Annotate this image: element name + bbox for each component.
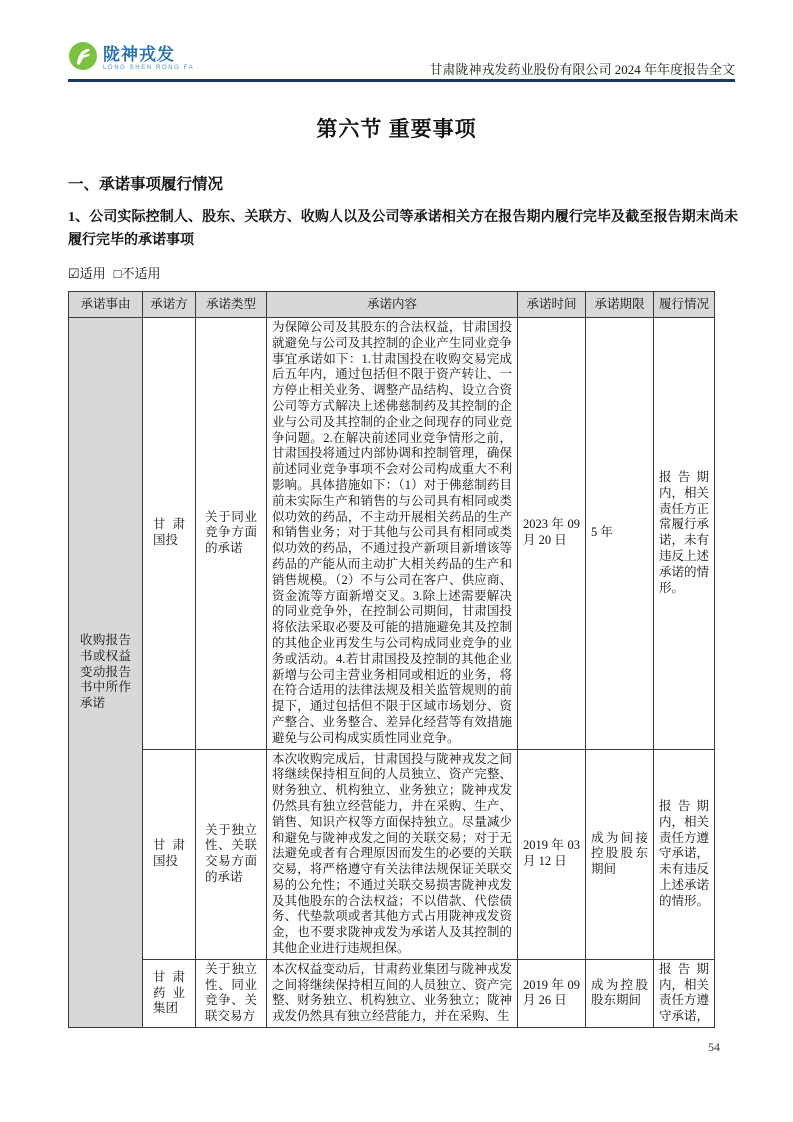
cell-date: 2019 年 03 月 12 日 <box>518 749 586 959</box>
document-title: 甘肃陇神戎发药业股份有限公司 2024 年年度报告全文 <box>429 62 735 77</box>
logo-name-en: LONG SHEN RONG FA <box>103 65 195 71</box>
company-logo <box>68 41 194 76</box>
cell-type: 关于独立性、同业竞争、关联交易方 <box>196 959 267 1027</box>
logo-icon <box>68 41 98 76</box>
logo-name-cn: 陇神戎发 <box>103 45 175 64</box>
column-header-reason: 承诺事由 <box>69 292 143 318</box>
column-header-party: 承诺方 <box>143 292 196 318</box>
column-header-type: 承诺类型 <box>196 292 267 318</box>
applicability-line <box>68 263 161 282</box>
cell-type: 关于同业竞争方面的承诺 <box>196 318 267 750</box>
subsection-heading: 1、公司实际控制人、股东、关联方、收购人以及公司等承诺相关方在报告期内履行完毕及截至报告期末尚未履行完毕的承诺事项 <box>68 210 738 248</box>
cell-term: 5 年 <box>586 318 654 750</box>
commitments-table <box>68 291 715 1028</box>
page-title: 第六节 重要事项 <box>316 117 477 141</box>
applicable-label: 适用 <box>79 266 106 281</box>
column-header-content: 承诺内容 <box>267 292 518 318</box>
logo-text <box>103 46 194 71</box>
cell-commitment-reason: 收购报告书或权益变动报告书中所作承诺 <box>69 318 143 1028</box>
column-header-date: 承诺时间 <box>518 292 586 318</box>
cell-status: 报告期内，相关责任方遵守承诺，未有违反上述承诺的情形。 <box>654 749 715 959</box>
cell-term: 成为间接控股股东期间 <box>586 749 654 959</box>
column-header-term: 承诺期限 <box>586 292 654 318</box>
cell-date: 2023 年 09 月 20 日 <box>518 318 586 750</box>
cell-party: 甘肃国投 <box>143 749 196 959</box>
cell-content: 本次收购完成后，甘肃国投与陇神戎发之间将继续保持相互间的人员独立、资产完整、财务独立、机构独立、业务独立；陇神戎发仍然具有独立经营能力，并在采购、生产、销售、知识产权等方面保持独立。尽量减少和避免与陇神戎发之间的关联交易；对于无法避免或者有合理原因而发生的必要的关联交易，将严格遵守有关法律法规保证关联交易的公允性；不通过关联交易损害陇神戎发及其他股东的合法权益；不以借款、代偿债务、代垫款项或者其他方式占用陇神戎发资金，也不要求陇神戎发为承诺人及其控制的其他企业进行违规担保。 <box>267 749 518 959</box>
cell-party: 甘肃国投 <box>143 318 196 750</box>
page-number: 54 <box>708 1040 720 1054</box>
column-header-status: 履行情况 <box>654 292 715 318</box>
checkbox-unchecked-icon: □ <box>113 266 122 281</box>
table-row <box>69 749 715 959</box>
cell-content: 为保障公司及其股东的合法权益，甘肃国投就避免与公司及其控制的企业产生同业竞争事宜承诺如下：1.甘肃国投在收购交易完成后五年内，通过包括但不限于资产转让、一方停止相关业务、调整产品结构、设立合资公司等方式解决上述佛慈制药及其控制的企业与公司及其控制的企业之间现存的同业竞争问题。2.在解决前述同业竞争情形之前，甘肃国投将通过内部协调和控制管理，确保前述同业竞争事项不会对公司构成重大不利影响。具体措施如下：（1）对于佛慈制药目前未实际生产和销售的与公司具有相同或类似功效的药品，不主动开展相关药品的生产和销售业务；对于其他与公司具有相同或类似功效的药品，不通过投产新项目新增该等药品的产能从而主动扩大相关药品的生产和销售规模。（2）不与公司在客户、供应商、资金流等方面新增交叉。3.除上述需要解决的同业竞争外，在控制公司期间，甘肃国投将依法采取必要及可能的措施避免其及控制的其他企业再发生与公司构成同业竞争的业务或活动。4.若甘肃国投及控制的其他企业新增与公司主营业务相同或相近的业务，将在符合适用的法律法规及相关监管规则的前提下，通过包括但不限于区域市场划分、资产整合、业务整合、差异化经营等有效措施避免与公司构成实质性同业竞争。 <box>267 318 518 750</box>
cell-status: 报告期内，相关责任方正常履行承诺，未有违反上述承诺的情形。 <box>654 318 715 750</box>
checkbox-checked-icon: ☑ <box>68 266 80 281</box>
page-header <box>68 42 735 82</box>
table-row <box>69 318 715 750</box>
cell-term: 成为控股股东期间 <box>586 959 654 1027</box>
cell-date: 2019 年 09 月 26 日 <box>518 959 586 1027</box>
cell-content: 本次权益变动后，甘肃药业集团与陇神戎发之间将继续保持相互间的人员独立、资产完整、财务独立、机构独立、业务独立；陇神戎发仍然具有独立经营能力，并在采购、生 <box>267 959 518 1027</box>
table-header-row <box>69 292 715 318</box>
cell-type: 关于独立性、关联交易方面的承诺 <box>196 749 267 959</box>
cell-party: 甘肃药业集团 <box>143 959 196 1027</box>
cell-status: 报告期内，相关责任方遵守承诺， <box>654 959 715 1027</box>
section-heading: 一、承诺事项履行情况 <box>68 176 224 193</box>
table-row <box>69 959 715 1027</box>
not-applicable-label: 不适用 <box>121 266 161 281</box>
